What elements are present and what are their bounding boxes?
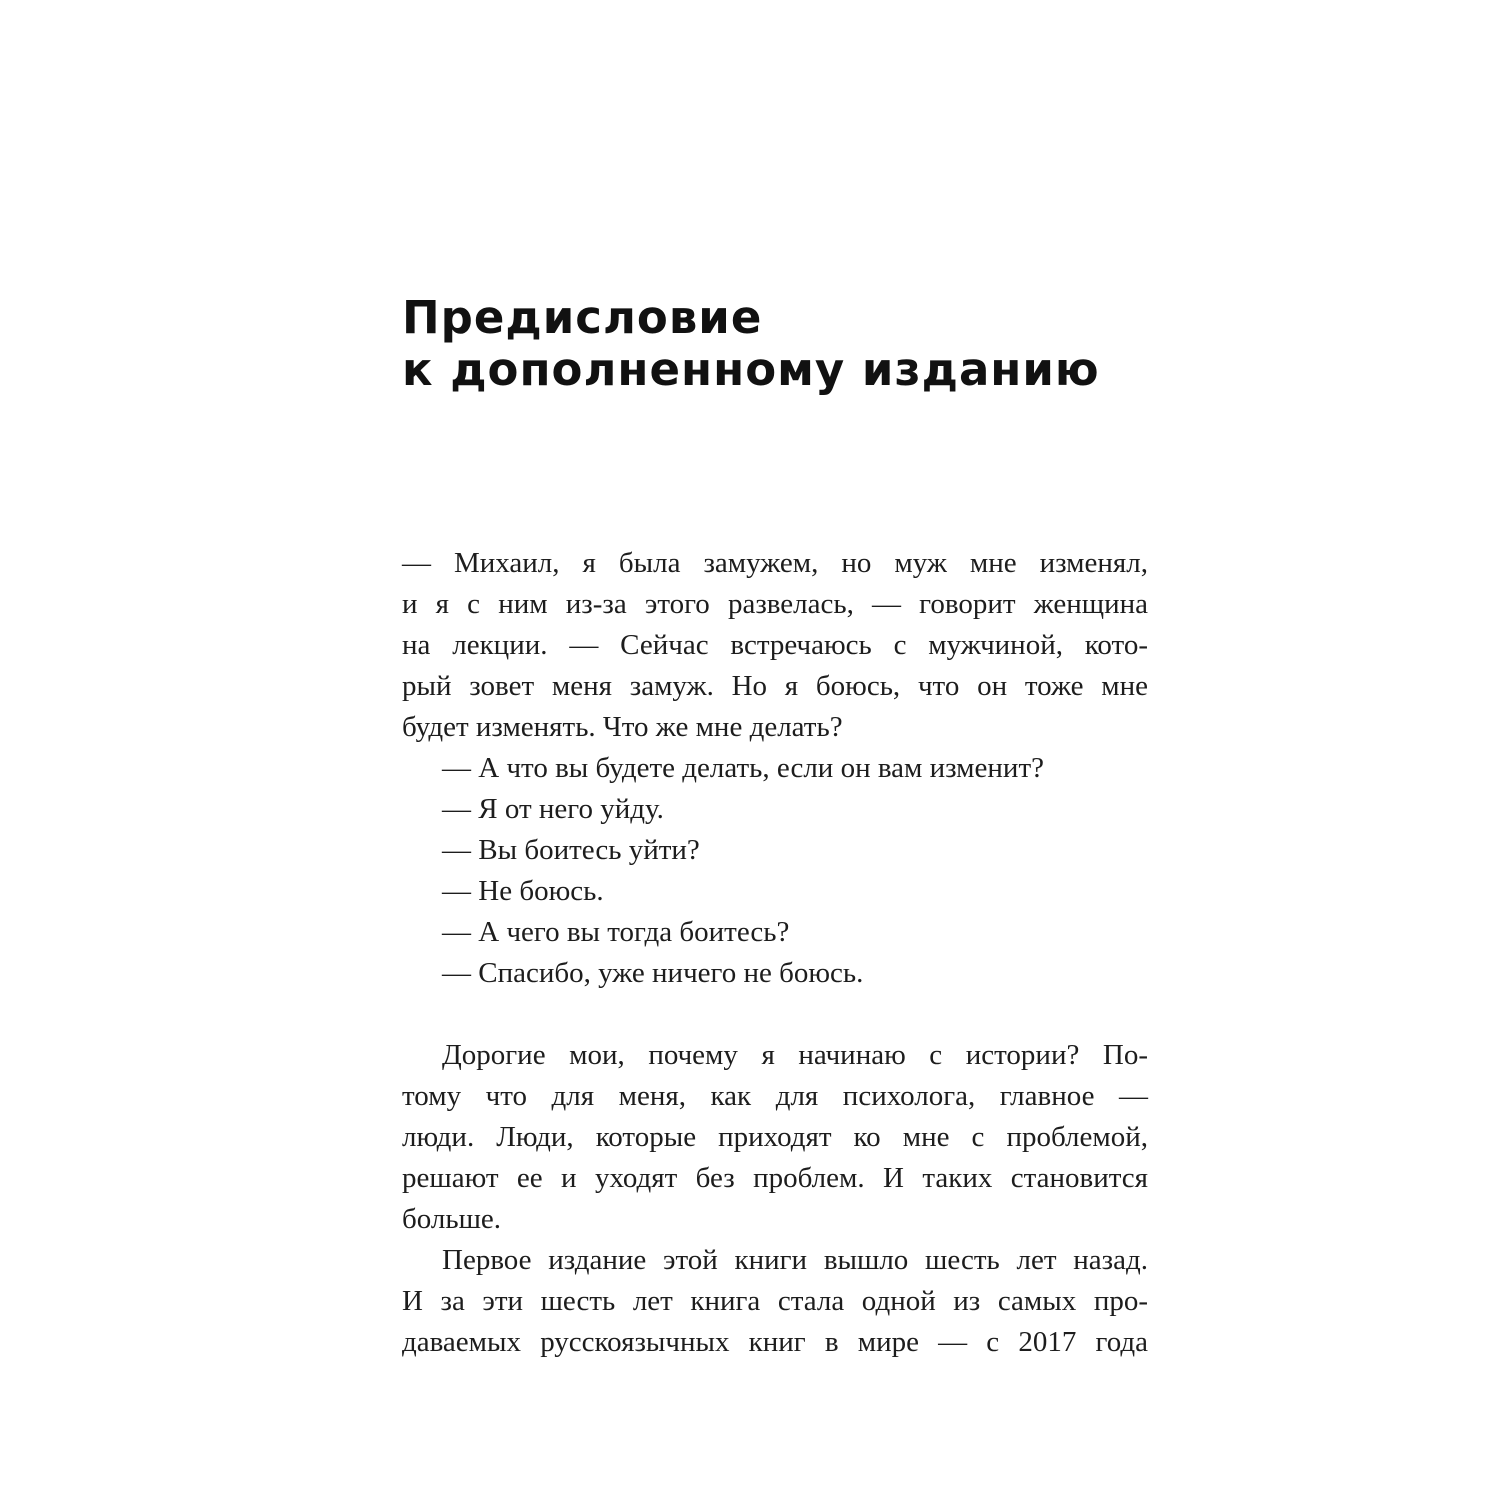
dialogue-line: — А чего вы тогда боитесь?: [442, 916, 790, 948]
chapter-title-line: к дополненному изданию: [402, 343, 1100, 396]
text-line: тому что для меня, как для психолога, главное —: [402, 1080, 1148, 1112]
text-line: и я с ним из-за этого развелась, — говорит женщина: [402, 588, 1148, 620]
dialogue-line: — А что вы будете делать, если он вам изменит?: [442, 752, 1044, 784]
text-line: рый зовет меня замуж. Но я боюсь, что он тоже мне: [402, 670, 1148, 702]
dialogue-line: — Спасибо, уже ничего не боюсь.: [442, 957, 864, 989]
text-line: Первое издание этой книги вышло шесть лет назад.: [442, 1244, 1148, 1276]
text-line: решают ее и уходят без проблем. И таких становится: [402, 1162, 1148, 1194]
text-line: больше.: [402, 1203, 502, 1235]
text-line: даваемых русскоязычных книг в мире — с 2017 года: [402, 1326, 1148, 1358]
text-line: И за эти шесть лет книга стала одной из самых про-: [402, 1285, 1148, 1317]
text-line: люди. Люди, которые приходят ко мне с проблемой,: [402, 1121, 1148, 1153]
dialogue-line: — Вы боитесь уйти?: [442, 834, 700, 866]
text-line: будет изменять. Что же мне делать?: [402, 711, 843, 743]
text-line: — Михаил, я была замужем, но муж мне изменял,: [402, 547, 1148, 579]
body-text: [402, 1035, 1148, 1363]
text-line: на лекции. — Сейчас встречаюсь с мужчиной, кото-: [402, 629, 1148, 661]
text-line: Дорогие мои, почему я начинаю с истории? По-: [442, 1039, 1148, 1071]
dialogue-line: — Не боюсь.: [442, 875, 604, 907]
dialogue-line: — Я от него уйду.: [442, 793, 664, 825]
opening-story: [402, 543, 1148, 994]
chapter-title-line: Предисловие: [402, 291, 763, 344]
chapter-title: [402, 292, 1162, 396]
